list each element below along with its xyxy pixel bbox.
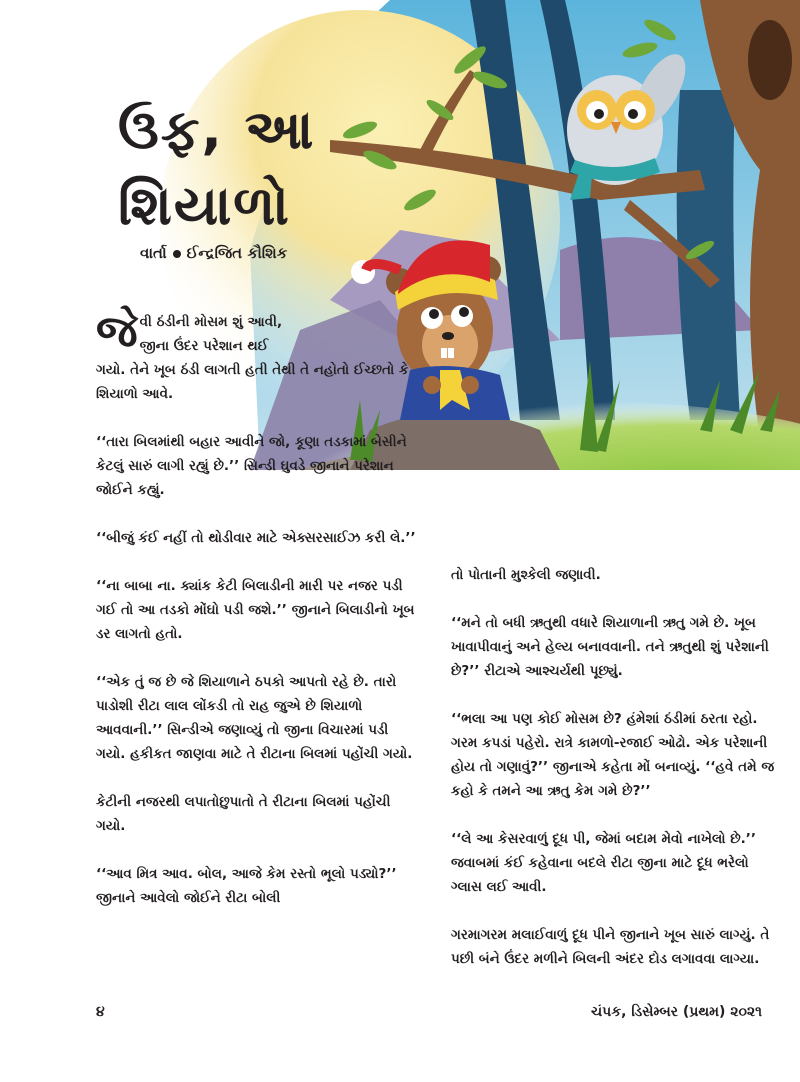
paragraph: ‘‘મને તો બધી ઋતુથી વધારે શિયાળાની ઋતુ ગમે છે. ખૂબ ખાવાપીવાનું અને હેલ્ય બનાવવાની. તને ઋતુથી શું પરેશાની છે?’’ રીટાએ આશ્ચર્યથી પૂછ્યું.	[451, 615, 769, 679]
byline	[140, 244, 287, 262]
paragraph: ‘‘ભલા આ પણ કોઈ મોસમ છે? હંમેશાં ઠંડીમાં ઠરતા રહો. ગરમ કપડાં પહેરો. રાત્રે કામળો-રજાઈ ઓઢો. એક પરેશાની હોય તો ગણાવું?’’ જીનાએ કહેતા મોં બનાવ્યું. ‘‘હવે તમે જ કહો કે તમને આ ઋતુ કેમ ગમે છે?’’	[451, 711, 775, 799]
title-line-2: શિયાળો	[118, 174, 291, 237]
drop-cap: જે	[96, 306, 138, 357]
paragraph: કેટીની નજરથી લપાતોછુપાતો તે રીટાના બિલમાં પહોંચી ગયો.	[96, 794, 391, 834]
paragraph-line: જીના ઉંદર પરેશાન થઈ	[139, 338, 269, 354]
paragraph: તો પોતાની મુશ્કેલી જણાવી.	[451, 567, 601, 583]
paragraph-text: ગયો. તેને ખૂબ ઠંડી લાગતી હતી તેથી તે નહોતો ઈચ્છતો કે શિયાળો આવે.	[96, 362, 409, 402]
page-number: ૪	[96, 1004, 105, 1020]
paragraph: ગરમાગરમ મલાઈવાળું દૂધ પીને જીનાને ખૂબ સારું લાગ્યું. તે પછી બંને ઉંદર મળીને બિલની અંદર દોડ લગાવવા લાગ્યા.	[451, 927, 770, 967]
bullet-icon	[173, 250, 181, 258]
paragraph	[96, 306, 416, 406]
paragraph: ‘‘તારા બિલમાંથી બહાર આવીને જો, કૂણા તડકામાં બેસીને કેટલું સારું લાગી રહ્યું છે.’’ સિન્ડી ઘુવડે જીનાને પરેશાન જોઈને કહ્યું.	[96, 434, 407, 498]
paragraph: ‘‘આવ મિત્ર આવ. બોલ, આજે કેમ રસ્તો ભૂલો પડ્યો?’’ જીનાને આવેલો જોઈને રીટા બોલી	[96, 866, 397, 906]
paragraph-line: વી ઠંડીની મોસમ શું આવી,	[139, 314, 283, 330]
right-column	[451, 563, 781, 995]
magazine-issue: ચંપક, ડિસેમ્બર (પ્રથમ) ૨૦૨૧	[590, 1004, 762, 1020]
paragraph: ‘‘એક તું જ છે જે શિયાળાને ઠપકો આપતો રહે છે. તારો પાડોશી રીટા લાલ લોંકડી તો રાહ જુએ છે શિયાળો આવવાની.’’ સિન્ડીએ જણાવ્યું તો જીના વિચારમાં પડી ગયો. હકીકત જાણવા માટે તે રીટાના બિલમાં પહોંચી ગયો.	[96, 674, 413, 762]
paragraph: ‘‘ના બાબા ના. ક્યાંક કેટી બિલાડીની મારી પર નજર પડી ગઈ તો આ તડકો મોંઘો પડી જશે.’’ જીનાને બિલાડીનો ખૂબ ડર લાગતો હતો.	[96, 578, 415, 642]
title-line-1: ઉફ, આ	[118, 98, 316, 161]
paragraph: ‘‘બીજું કંઈ નહીં તો થોડીવાર માટે એક્સરસાઈઝ કરી લે.’’	[96, 530, 416, 546]
paragraph: ‘‘લે આ કેસરવાળું દૂધ પી, જેમાં બદામ મેવો નાખેલો છે.’’ જવાબમાં કંઈ કહેવાના બદલે રીટા જીના માટે દૂધ ભરેલો ગ્લાસ લઈ આવી.	[451, 831, 757, 895]
story-title	[118, 92, 315, 244]
author-name: ઈન્દ્રજિત કૌશિક	[186, 244, 288, 262]
byline-label: વાર્તા	[140, 244, 167, 262]
left-column	[96, 306, 416, 934]
